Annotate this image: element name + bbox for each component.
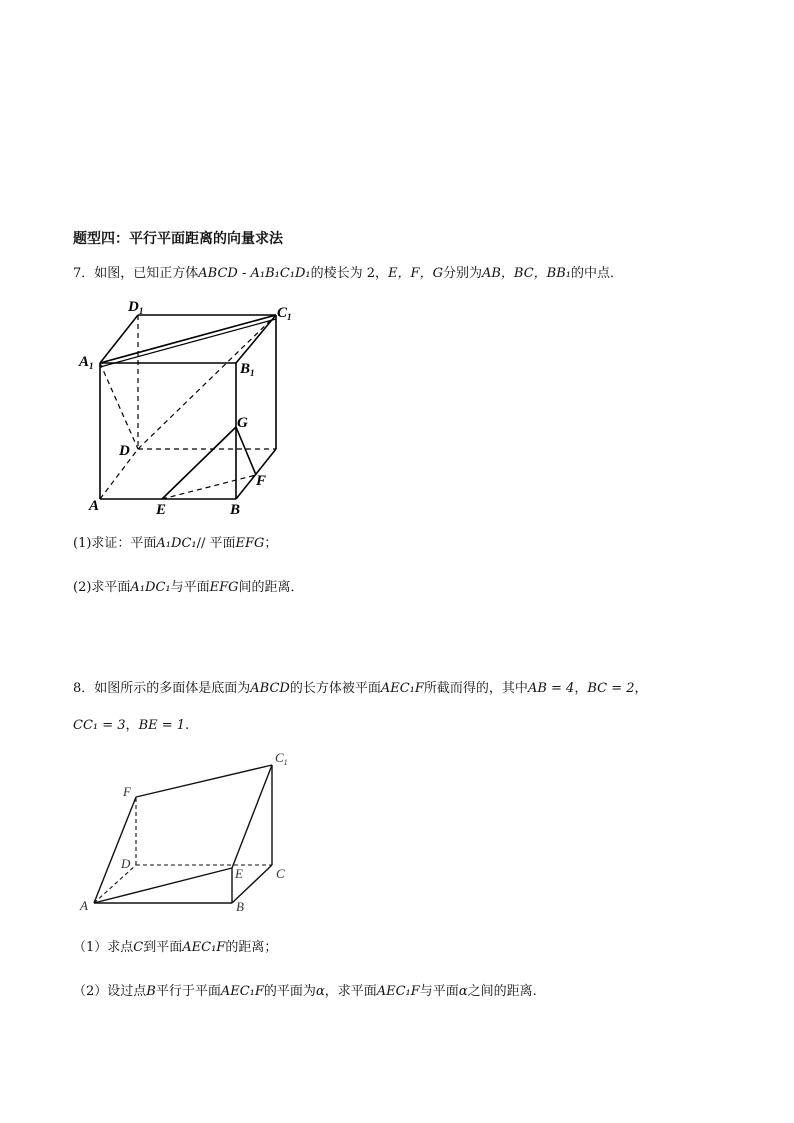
math-cc1: CC₁ = 3 xyxy=(73,718,126,733)
math-point: B xyxy=(146,984,156,999)
edge-EF xyxy=(162,475,256,499)
label-D1: $D_1$ xyxy=(128,299,144,316)
cube-figure xyxy=(70,295,310,520)
label-C: C xyxy=(276,866,285,881)
problem-8-question-2 xyxy=(73,982,537,1002)
text: 与平面 xyxy=(419,984,459,999)
math-plane: AEC₁F xyxy=(376,984,420,999)
prism-figure xyxy=(72,748,302,920)
edge-DC1 xyxy=(138,315,276,449)
math-plane: EFG xyxy=(209,580,239,595)
problem-8-question-1 xyxy=(73,938,277,958)
problem-7-question-2 xyxy=(73,578,304,598)
label-D: D xyxy=(121,856,131,871)
label-B: B xyxy=(230,502,241,518)
label-C1: $C_1$ xyxy=(275,750,288,767)
section-heading: 题型四：平行平面距离的向量求法 xyxy=(73,231,283,247)
math-plane: A₁DC₁ xyxy=(130,580,171,595)
label-A: A xyxy=(80,898,88,913)
text: 的中点． xyxy=(571,266,624,281)
label-E: E xyxy=(235,866,243,881)
text: ； xyxy=(264,536,278,551)
math-bc: BC = 2 xyxy=(587,681,635,696)
text: ， xyxy=(574,681,588,696)
text: 7．如图，已知正方体 xyxy=(73,266,199,281)
text: ， xyxy=(634,681,648,696)
text: 平行于平面 xyxy=(155,984,221,999)
problem-8-statement-line-2 xyxy=(73,716,189,736)
math-edges: AB，BC，BB₁ xyxy=(481,266,571,281)
label-E: E xyxy=(156,502,167,518)
label-F: F xyxy=(256,473,267,489)
text: 的棱长为 2， xyxy=(310,266,389,281)
text: ，求平面 xyxy=(324,984,377,999)
problem-8-statement xyxy=(73,679,648,699)
edge-GF xyxy=(236,427,256,475)
text: ， xyxy=(125,718,139,733)
math-plane: A₁DC₁ xyxy=(156,536,197,551)
text: 的平面为 xyxy=(263,984,316,999)
math-point: C xyxy=(133,940,144,955)
math-base: ABCD xyxy=(250,681,290,696)
text: 所截而得的，其中 xyxy=(423,681,528,696)
text: (1)求证：平面 xyxy=(73,536,157,551)
math-points: E，F，G xyxy=(388,266,443,281)
math-plane: AEC₁F xyxy=(380,681,424,696)
math-plane: EFG xyxy=(235,536,265,551)
prism-hidden-edges xyxy=(94,797,272,903)
math-cube: ABCD - A₁B₁C₁D₁ xyxy=(198,266,311,281)
text: 分别为 xyxy=(442,266,482,281)
problem-7-question-1 xyxy=(73,534,277,554)
label-D: D xyxy=(119,443,130,459)
math-plane: AEC₁F xyxy=(220,984,264,999)
text: 之间的距离. xyxy=(467,984,537,999)
edge-A1C1 xyxy=(100,315,276,363)
text: （2）设过点 xyxy=(73,984,147,999)
problem-7-statement xyxy=(73,264,623,284)
label-B1: $B_1$ xyxy=(240,361,255,378)
cube-solid-edges xyxy=(100,315,276,499)
prism-solid-edges xyxy=(94,765,272,903)
math-ab: AB = 4 xyxy=(527,681,575,696)
math-alpha: α xyxy=(458,984,468,999)
label-G: G xyxy=(237,415,248,431)
math-plane: AEC₁F xyxy=(182,940,226,955)
text: 的距离； xyxy=(225,940,278,955)
text: (2)求平面 xyxy=(73,580,131,595)
edge-EG xyxy=(162,427,236,499)
text: （1）求点 xyxy=(73,940,134,955)
label-A: A xyxy=(89,498,100,514)
text: 到平面 xyxy=(143,940,183,955)
text: 的长方体被平面 xyxy=(289,681,381,696)
text: // 平面 xyxy=(196,536,236,551)
label-A1: $A_1$ xyxy=(79,354,94,371)
text: 8．如图所示的多面体是底面为 xyxy=(73,681,251,696)
label-B: B xyxy=(236,899,244,914)
text: 间的距离． xyxy=(238,580,304,595)
text: . xyxy=(185,718,190,733)
math-alpha: α xyxy=(315,984,325,999)
text: 与平面 xyxy=(170,580,210,595)
label-F: F xyxy=(123,784,131,799)
label-C1: $C_1$ xyxy=(277,305,292,322)
math-be: BE = 1 xyxy=(138,718,186,733)
edge-A1D xyxy=(100,363,138,449)
